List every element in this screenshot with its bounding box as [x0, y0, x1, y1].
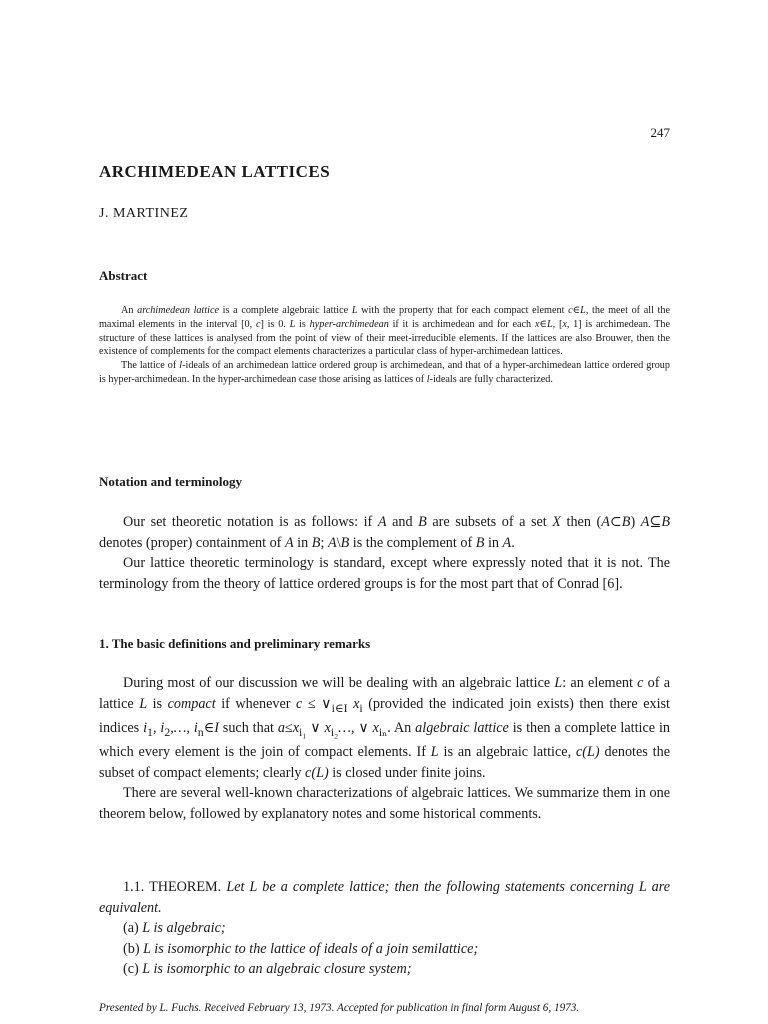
theorem-label: 1.1. THEOREM.	[123, 879, 222, 895]
page-number: 247	[650, 125, 670, 140]
section-1-paragraph-2: There are several well-known characterizations of algebraic lattices. We summarize them in one theorem below, followed by explanatory notes and some historical comments.	[99, 785, 670, 822]
abstract-heading: Abstract	[99, 268, 148, 283]
publication-footer: Presented by L. Fuchs. Received February 13, 1973. Accepted for publication in final form August 6, 1973.	[99, 1002, 580, 1014]
theorem-block	[99, 877, 670, 980]
abstract-body	[99, 304, 670, 387]
section-1-heading: 1. The basic definitions and preliminary remarks	[99, 636, 371, 651]
theorem-text: Let L be a complete lattice; then the following statements concerning L are equivalent.	[99, 879, 671, 916]
paper-title: ARCHIMEDEAN LATTICES	[99, 162, 331, 181]
section-1-paragraph-1: During most of our discussion we will be dealing with an algebraic lattice L: an element c of a lattice L is compact if whenever $c \le \vee_{i\in I}$ $x_i$ (provided the indicated join exists) then there exist indices $i_1$, $i_2,\dots$, $i_n\in I$ such that $a\le x_{i_1}$ ∨ $x_{i_2}\dots$, ∨ $x_{i_n}$. An algebraic lattice is then a complete lattice in which every element is the join of compact elements. If L is an algebraic lattice, c(L) denotes the subset of compact elements; clearly c(L) is closed under finite joins.	[99, 675, 671, 781]
author-name: J. MARTINEZ	[99, 206, 189, 221]
abstract-paragraph-1: An archimedean lattice is a complete algebraic lattice L with the property that for each compact element c∈L, the meet of all the maximal elements in the interval [0, c] is 0. L is hyper-archimedean if it is archimedean and for each x∈L, [x, 1] is archimedean. The structure of these lattices is analysed from the point of view of their meet-irreducible elements. If the lattices are also Brouwer, then the existence of complements for the compact elements characterizes a particular class of hyper-archimedean lattices.	[99, 305, 670, 358]
theorem-item-a: (a) L is algebraic;	[123, 920, 226, 936]
theorem-item-b: (b) L is isomorphic to the lattice of ideals of a join semilattice;	[123, 940, 479, 957]
theorem-item-c: (c) L is isomorphic to an algebraic closure system;	[123, 961, 412, 977]
section-1-body	[99, 673, 670, 824]
notation-paragraph-1: Our set theoretic notation is as follows: if A and B are subsets of a set X then (A⊂B) A⊆B denotes (proper) containment of A in B; A\B is the complement of B in A.	[99, 514, 670, 551]
notation-paragraph-2: Our lattice theoretic terminology is standard, except where expressly noted that it is not. The terminology from the theory of lattice ordered groups is for the most part that of Conrad [6].	[99, 555, 670, 592]
notation-heading: Notation and terminology	[99, 474, 242, 489]
abstract-paragraph-2: The lattice of l-ideals of an archimedean lattice ordered group is archimedean, and that of a hyper-archimedean lattice ordered group is hyper-archimedean. In the hyper-archimedean case those arising as lattices of l-ideals are fully characterized.	[99, 360, 670, 385]
theorem-statement	[99, 877, 670, 918]
notation-body	[99, 512, 670, 594]
